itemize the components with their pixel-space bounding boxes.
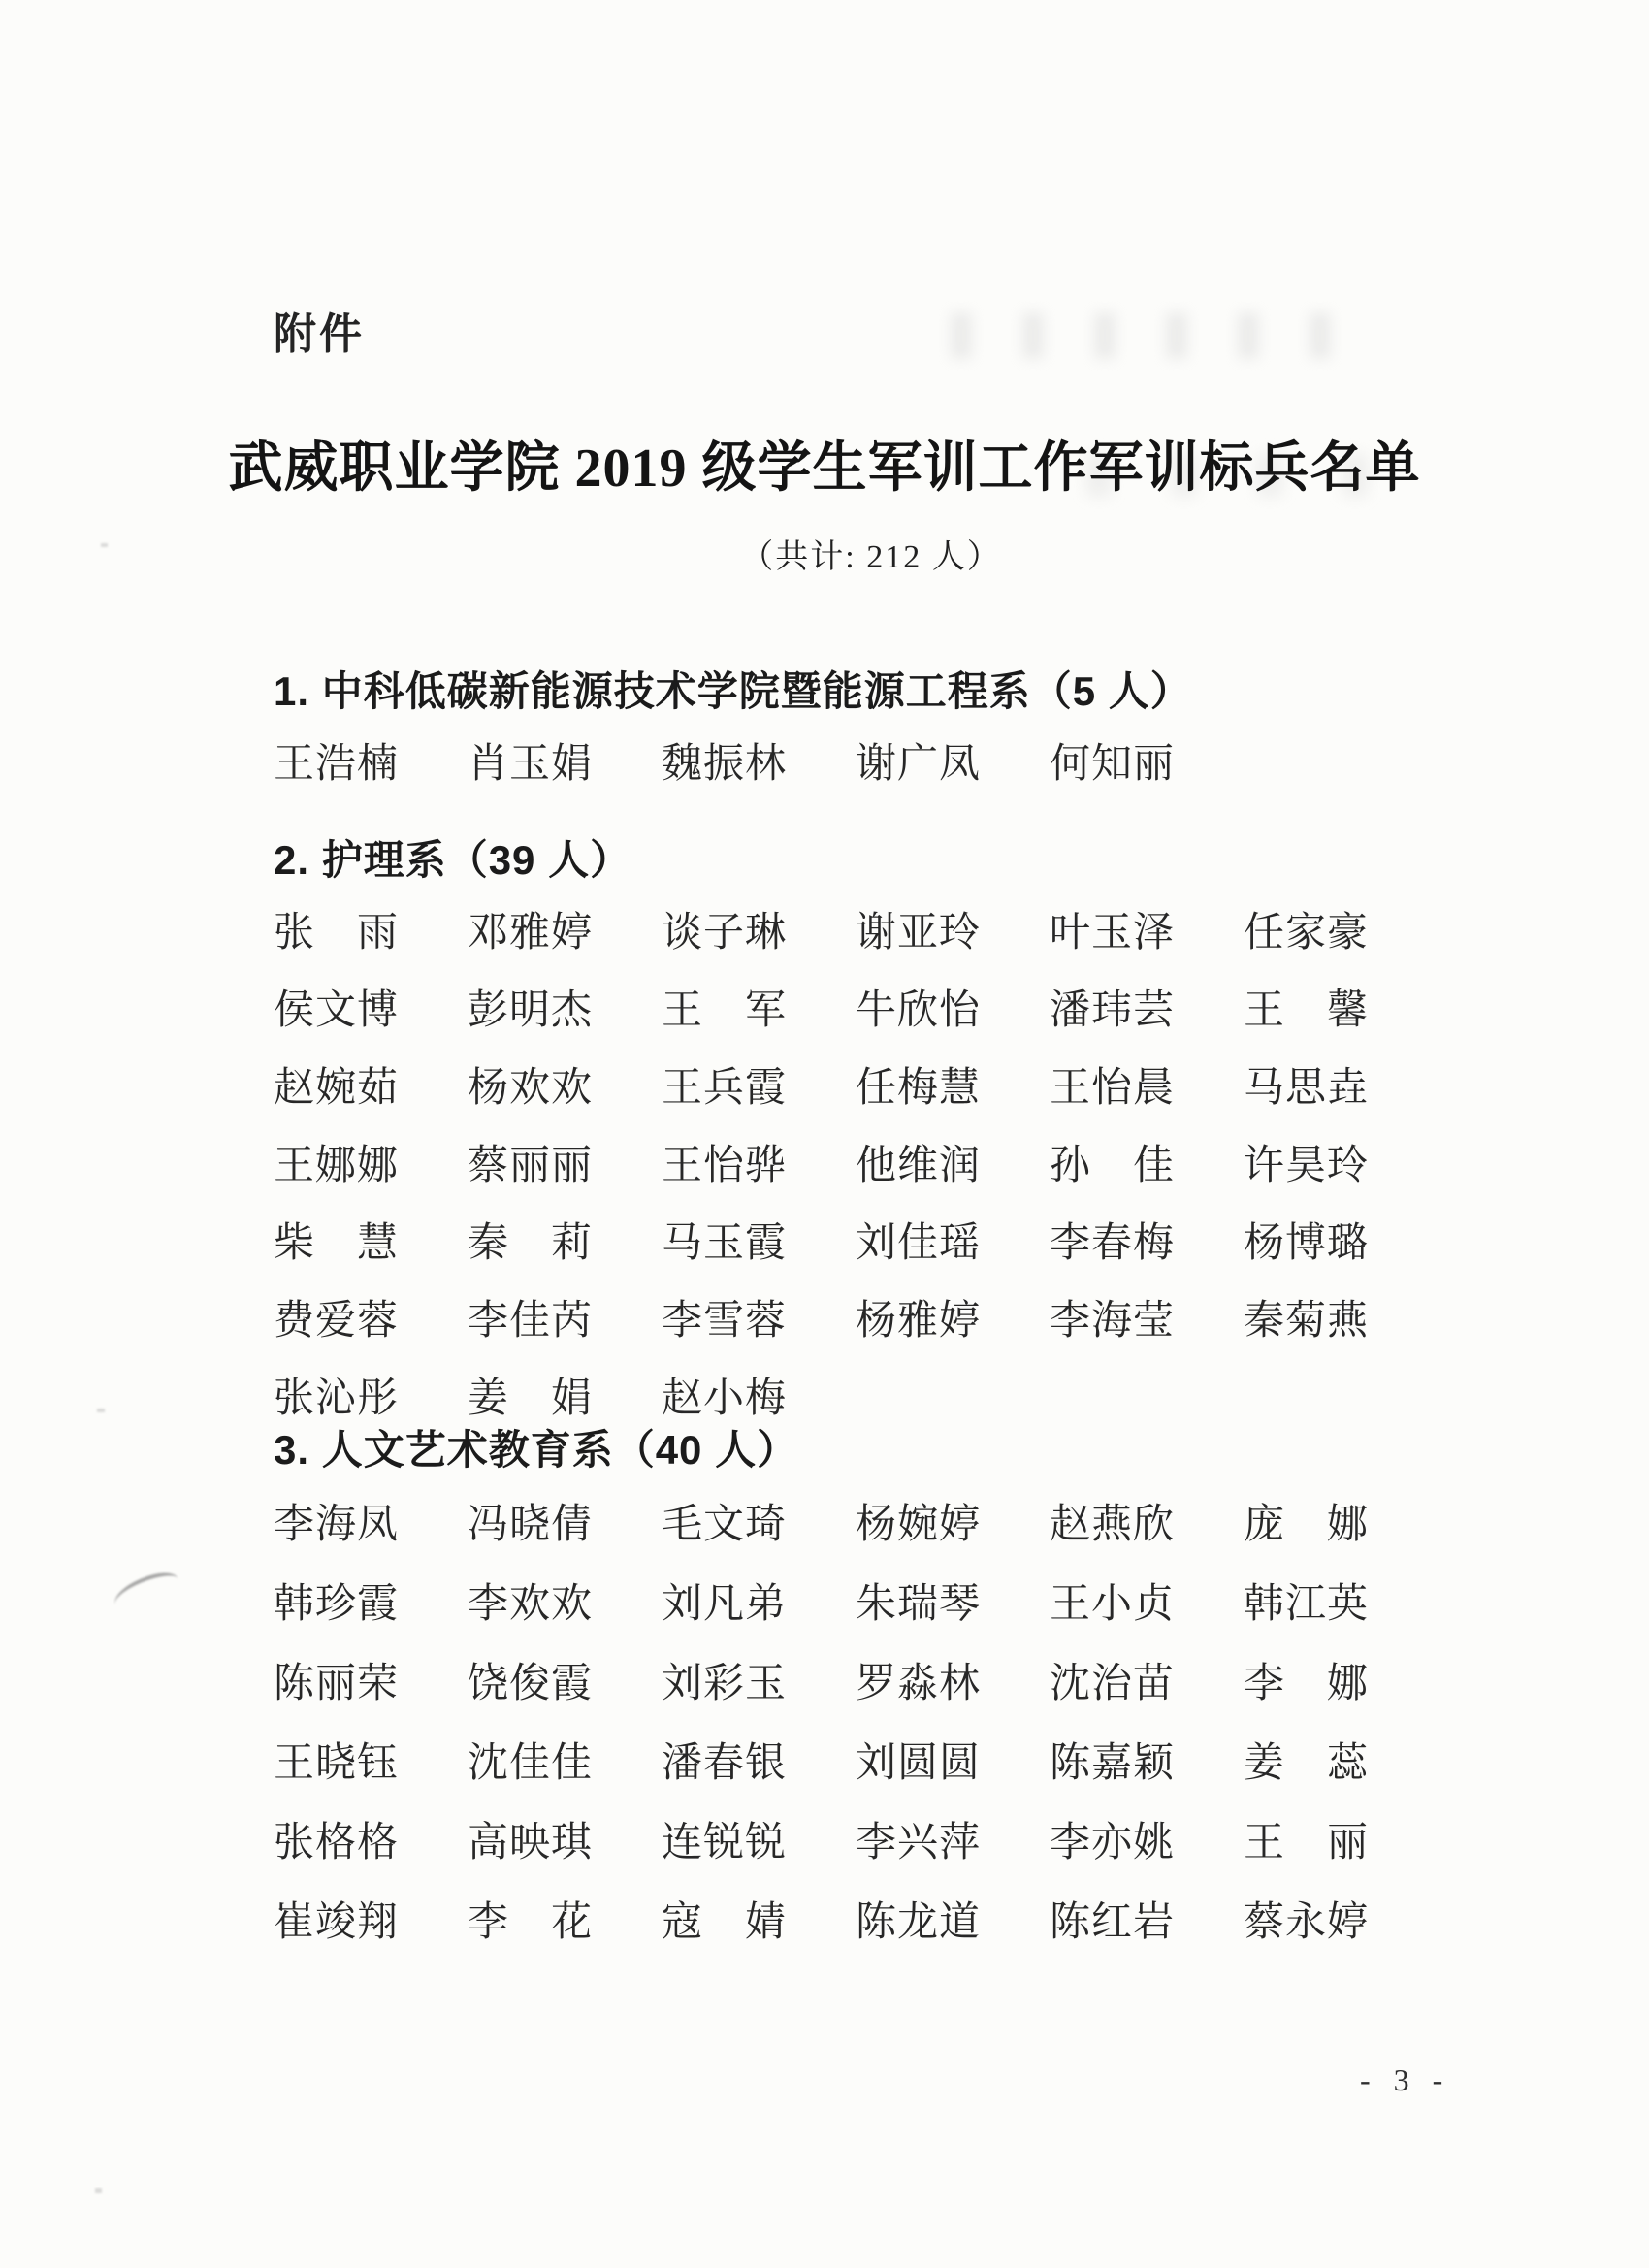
student-name: 韩珍霞 [274,1582,400,1627]
student-name: 邓雅婷 [468,911,594,956]
student-name: 李海莹 [1050,1299,1176,1344]
student-name: 谢亚玲 [856,911,982,956]
student-name: 许昊玲 [1244,1144,1370,1188]
student-name: 李春梅 [1050,1221,1176,1266]
student-name: 陈丽荣 [274,1662,400,1706]
student-name: 赵燕欣 [1050,1503,1176,1547]
student-name: 冯晓倩 [468,1503,594,1547]
student-name: 王 馨 [1244,988,1370,1033]
student-name: 李欢欢 [468,1582,594,1627]
student-name: 刘佳瑶 [856,1221,982,1266]
name-row [274,1651,1438,1731]
student-name: 王小贞 [1050,1582,1176,1627]
student-name: 李 娜 [1244,1662,1370,1706]
student-name: 陈红岩 [1050,1900,1176,1945]
student-name: 谈子琳 [662,911,788,956]
student-name: 杨婉婷 [856,1503,982,1547]
student-name: 魏振林 [662,742,788,787]
student-name: 李亦姚 [1050,1821,1176,1865]
student-name: 柴 慧 [274,1221,400,1266]
student-name: 陈龙道 [856,1900,982,1945]
student-name: 王晓钰 [274,1741,400,1786]
student-name: 陈嘉颖 [1050,1741,1176,1786]
student-name: 蔡永婷 [1244,1900,1370,1945]
student-name: 王 军 [662,988,788,1033]
student-name: 潘玮芸 [1050,988,1176,1033]
student-name: 任家豪 [1244,911,1370,956]
student-name: 孙 佳 [1050,1144,1176,1188]
attachment-label: 附件 [274,310,365,358]
student-name: 崔竣翔 [274,1900,400,1945]
student-name: 马玉霞 [662,1221,788,1266]
student-name: 李 花 [468,1900,594,1945]
student-name: 李佳芮 [468,1299,594,1344]
student-name: 沈佳佳 [468,1741,594,1786]
student-name: 沈治苗 [1050,1662,1176,1706]
student-name: 王怡骅 [662,1144,788,1188]
page-number: - 3 - [1360,2062,1451,2097]
student-name: 连锐锐 [662,1821,788,1865]
student-name: 庞 娜 [1244,1503,1370,1547]
student-name: 李雪蓉 [662,1299,788,1344]
student-name: 秦菊燕 [1244,1299,1370,1344]
student-name: 刘彩玉 [662,1662,788,1706]
student-name: 李兴萍 [856,1821,982,1865]
student-name: 寇 婧 [662,1900,788,1945]
student-name: 他维润 [856,1144,982,1188]
student-name: 杨欢欢 [468,1066,594,1111]
student-name: 蔡丽丽 [468,1144,594,1188]
scan-speck-artifact [97,1409,105,1412]
name-row [274,731,1438,809]
name-rows-nursing [274,900,1438,1443]
student-name: 杨博璐 [1244,1221,1370,1266]
name-row [274,1571,1438,1651]
pencil-mark-artifact [110,1568,183,1616]
student-name: 王 丽 [1244,1821,1370,1865]
student-name: 毛文琦 [662,1503,788,1547]
name-rows-humanities-arts-education [274,1492,1438,1969]
student-name: 任梅慧 [856,1066,982,1111]
student-name: 叶玉泽 [1050,911,1176,956]
student-name: 饶俊霞 [468,1662,594,1706]
student-name: 王浩楠 [274,742,400,787]
document-subtitle: （共计: 212 人） [740,539,1002,575]
student-name: 高映琪 [468,1821,594,1865]
student-name: 何知丽 [1050,742,1176,787]
name-row [274,1810,1438,1890]
student-name: 谢广凤 [856,742,982,787]
student-name: 王娜娜 [274,1144,400,1188]
student-name: 王兵霞 [662,1066,788,1111]
name-row [274,978,1438,1055]
document-title: 武威职业学院 2019 级学生军训工作军训标兵名单 [228,438,1421,499]
student-name: 彭明杰 [468,988,594,1033]
scan-speck-artifact [95,2188,102,2193]
student-name: 杨雅婷 [856,1299,982,1344]
scan-bleedthrough-artifact [951,312,1377,359]
student-name: 赵婉茹 [274,1066,400,1111]
student-name: 费爱蓉 [274,1299,400,1344]
student-name: 秦 莉 [468,1221,594,1266]
name-row [274,1890,1438,1969]
name-row [274,900,1438,978]
student-name: 罗淼林 [856,1662,982,1706]
name-row [274,1492,1438,1571]
student-name: 张格格 [274,1821,400,1865]
student-name: 张 雨 [274,911,400,956]
student-name: 潘春银 [662,1741,788,1786]
student-name: 王怡晨 [1050,1066,1176,1111]
name-row [274,1288,1438,1366]
section-heading-energy-engineering: 1. 中科低碳新能源技术学院暨能源工程系（5 人） [274,668,1192,714]
name-row [274,1211,1438,1288]
student-name: 朱瑞琴 [856,1582,982,1627]
student-name: 牛欣怡 [856,988,982,1033]
student-name: 韩江英 [1244,1582,1370,1627]
name-rows-energy-engineering [274,731,1438,809]
section-heading-humanities-arts-education: 3. 人文艺术教育系（40 人） [274,1427,799,1473]
student-name: 李海凤 [274,1503,400,1547]
student-name: 肖玉娟 [468,742,594,787]
student-name: 姜 娟 [468,1377,594,1421]
student-name: 刘圆圆 [856,1741,982,1786]
student-name: 张沁彤 [274,1377,400,1421]
student-name: 马思垚 [1244,1066,1370,1111]
student-name: 姜 蕊 [1244,1741,1370,1786]
student-name: 赵小梅 [662,1377,788,1421]
name-row [274,1731,1438,1810]
student-name: 刘凡弟 [662,1582,788,1627]
name-row [274,1133,1438,1211]
name-row [274,1055,1438,1133]
student-name: 侯文博 [274,988,400,1033]
section-heading-nursing: 2. 护理系（39 人） [274,837,632,883]
